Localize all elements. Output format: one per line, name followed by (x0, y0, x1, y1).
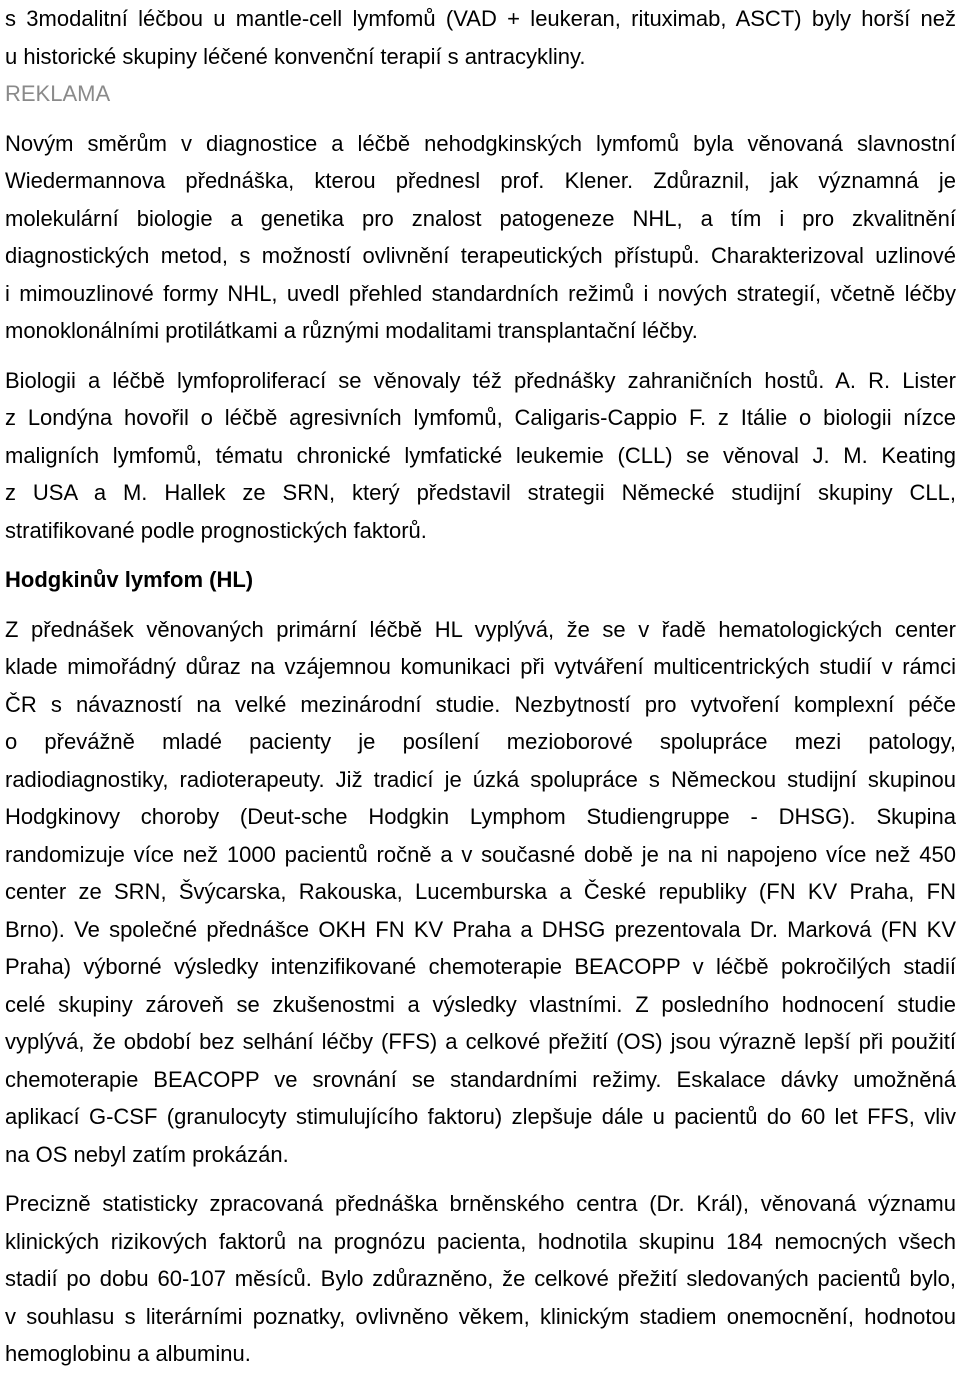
text-line: v souhlasu s literárními poznatky, ovlivněno věkem, klinickým stadiem onemocnění, hodnotou (5, 1303, 956, 1329)
text-line: Z přednášek věnovaných primární léčbě HL vyplývá, že se v řadě hematologických center (5, 616, 956, 642)
text-line: stratifikované podle prognostických faktorů. (5, 517, 427, 543)
text-line: ČR s návazností na velké mezinárodní studie. Nezbytností pro vytvoření komplexní péče (5, 691, 956, 717)
text-line: z USA a M. Hallek ze SRN, který představil strategii Německé studijní skupiny CLL, (5, 480, 956, 505)
article-body (5, 0, 956, 1373)
text-line: hemoglobinu a albuminu. (5, 1341, 251, 1366)
hl-treatment-paragraph (5, 611, 956, 1174)
text-line: klade mimořádný důraz na vzájemnou komunikaci při vytváření multicentrických studií v rámci (5, 654, 956, 679)
text-line: randomizuje více než 1000 pacientů ročně a v současné době je na ni napojeno více než 450 (5, 841, 956, 867)
text-line: Hodgkinovy choroby (Deut-sche Hodgkin Lymphom Studiengruppe - DHSG). Skupina (5, 804, 956, 829)
text-line: molekulární biologie a genetika pro znalost patogeneze NHL, a tím i pro zkvalitnění (5, 205, 956, 231)
text-line: Precizně statisticky zpracovaná přednáška brněnského centra (Dr. Král), věnovaná významu (5, 1191, 956, 1216)
text-line: vyplývá, že období bez selhání léčby (FFS) a celkové přežití (OS) jsou výrazně lepší při použití (5, 1029, 956, 1054)
mantle-cell-results-paragraph (5, 0, 956, 75)
prognostic-factors-paragraph (5, 1185, 956, 1373)
text-line: maligních lymfomů, tématu chronické lymfatické leukemie (CLL) se věnoval J. M. Keating (5, 442, 956, 468)
text-line: Biologii a léčbě lymfoproliferací se věnovaly též přednášky zahraničních hostů. A. R. Lister (5, 367, 956, 393)
text-line: na OS nebyl zatím prokázán. (5, 1141, 289, 1167)
text-line: Praha) výborné výsledky intenzifikované chemoterapie BEACOPP v léčbě pokročilých stadií (5, 954, 956, 979)
text-line: diagnostických metod, s možností ovlivnění terapeutických přístupů. Charakterizoval uzlinové (5, 243, 956, 268)
text-line: radiodiagnostiky, radioterapeuty. Již tradicí je úzká spolupráce s Německou studijní skupinou (5, 766, 956, 792)
text-line: klinických rizikových faktorů na prognózu pacienta, hodnotila skupinu 184 nemocných všech (5, 1228, 956, 1254)
text-line: o převážně mladé pacienty je posílení mezioborové spolupráce mezi patology, (5, 729, 956, 754)
text-line: u historické skupiny léčené konvenční terapií s antracykliny. (5, 43, 586, 69)
lymphoproliferation-lectures-paragraph (5, 362, 956, 550)
advertisement-label: REKLAMA (5, 81, 111, 106)
text-line: Wiedermannova přednáška, kterou přednesl prof. Klener. Zdůraznil, jak významná je (5, 168, 956, 193)
text-line: s 3modalitní léčbou u mantle-cell lymfomů (VAD + leukeran, rituximab, ASCT) byly horší než (5, 6, 956, 31)
text-line: aplikací G-CSF (granulocyty stimulujícího faktoru) zlepšuje dále u pacientů do 60 let FFS, vliv (5, 1104, 956, 1129)
text-line: celé skupiny zároveň se zkušenostmi a výsledky vlastními. Z posledního hodnocení studie (5, 991, 956, 1017)
nhl-diagnostics-paragraph (5, 125, 956, 350)
text-line: center ze SRN, Švýcarska, Rakouska, Lucemburska a České republiky (FN KV Praha, FN (5, 879, 956, 904)
text-line: i mimouzlinové formy NHL, uvedl přehled standardních režimů i nových strategií, včetně léčby (5, 280, 956, 306)
text-line: z Londýna hovořil o léčbě agresivních lymfomů, Caligaris-Cappio F. z Itálie o biologii nízce (5, 405, 956, 430)
text-line: chemoterapie BEACOPP ve srovnání se standardními režimy. Eskalace dávky umožněná (5, 1066, 956, 1092)
text-line: monoklonálními protilátkami a různými modalitami transplantační léčby. (5, 318, 698, 343)
text-line: Novým směrům v diagnostice a léčbě nehodgkinských lymfomů byla věnovaná slavnostní (5, 130, 956, 156)
text-line: Brno). Ve společné přednášce OKH FN KV Praha a DHSG prezentovala Dr. Marková (FN KV (5, 916, 956, 942)
hodgkin-lymphoma-heading: Hodgkinův lymfom (HL) (5, 567, 254, 592)
text-line: stadií po dobu 60-107 měsíců. Bylo zdůrazněno, že celkové přežití sledovaných pacientů bylo, (5, 1266, 956, 1291)
